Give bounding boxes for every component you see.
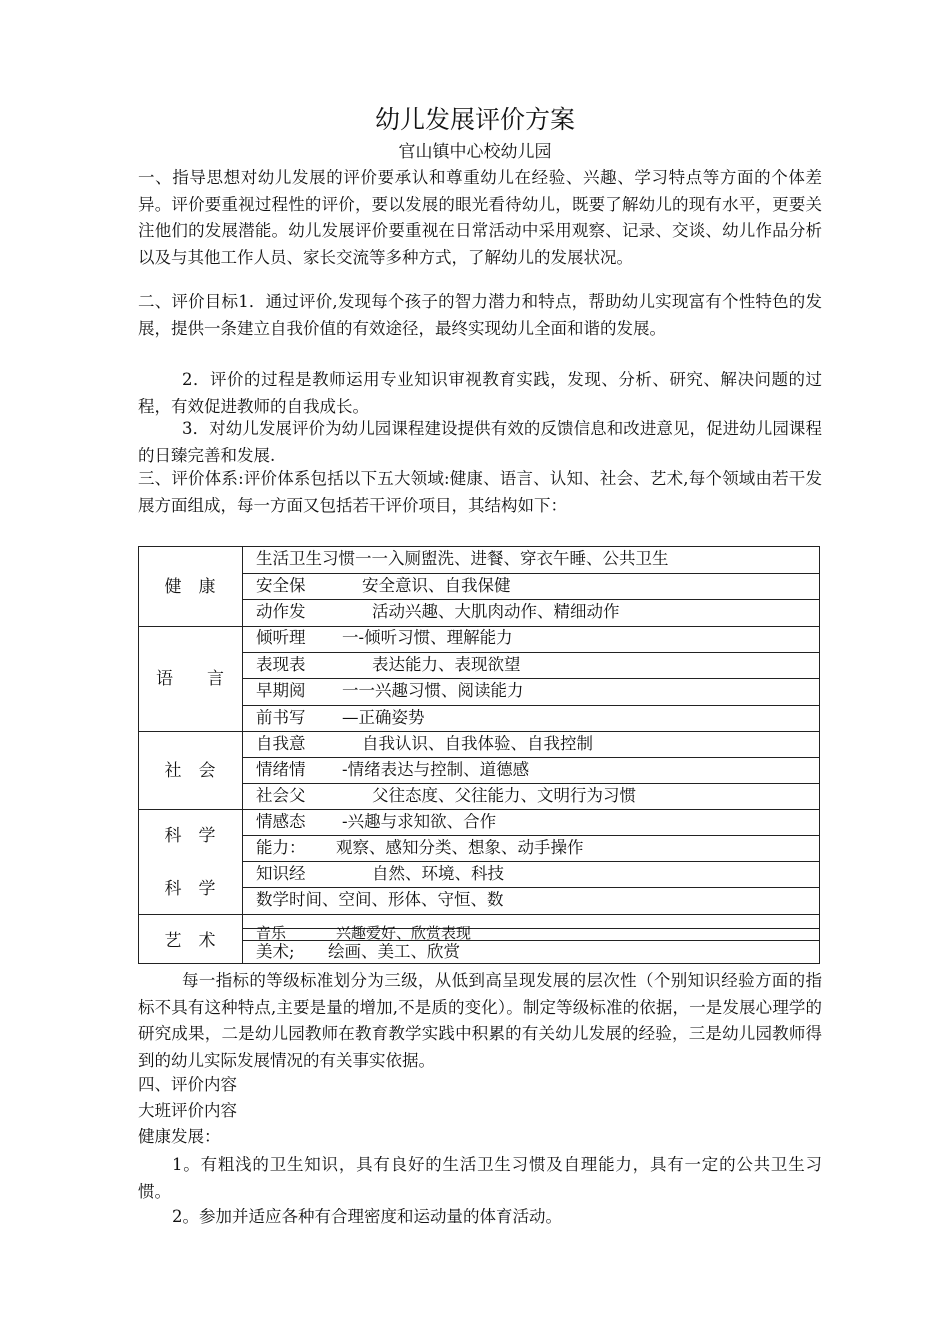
table-row xyxy=(256,940,460,964)
row-value: 一-倾听习惯、理解能力 xyxy=(342,628,513,647)
goal-paragraph-2: 2．评价的过程是教师运用专业知识审视教育实践，发现、分析、研究、解决问题的过程，有效促进教师的自我成长。 xyxy=(138,370,822,416)
section-guiding-ideology: 一、指导思想对幼儿发展的评价要承认和尊重幼儿在经验、兴趣、学习特点等方面的个体差异。评价要重视过程性的评价，要以发展的眼光看待幼儿，既要了解幼儿的现有水平，更要关注他们的发展潜能。幼儿发展评价要重视在日常活动中采用观察、记录、交谈、幼儿作品分析以及与其他工作人员、家长交流等多种方式，了解幼儿的发展状况。 xyxy=(138,168,822,267)
row-label: 音乐 xyxy=(256,924,287,942)
row-label: 前书写 xyxy=(256,708,306,727)
row-value: 自我认识、自我体验、自我控制 xyxy=(362,734,593,753)
row-value: 自然、环境、科技 xyxy=(372,864,504,883)
category-society: 社 会 xyxy=(164,761,216,781)
table-row xyxy=(256,574,511,598)
document-subtitle: 官山镇中心校幼儿园 xyxy=(398,142,552,162)
row-value: -兴趣与求知欲、合作 xyxy=(342,812,497,831)
table-row xyxy=(256,679,524,703)
row-label: 安全保 xyxy=(256,576,306,595)
grading-paragraph: 每一指标的等级标准划分为三级，从低到高呈现发展的层次性（个别知识经验方面的指标不具有这种特点,主要是量的增加,不是质的变化）。制定等级标准的依据，一是发展心理学的研究成果，二是幼儿园教师在教育教学实践中积累的有关幼儿发展的经验，三是幼儿园教师得到的幼儿实际发展情况的有关事实依据。 xyxy=(138,971,822,1070)
table-row xyxy=(256,732,593,756)
row-label: 生活卫生习惯一一入厕盥洗、进餐、穿衣午睡、公共卫生 xyxy=(256,549,669,568)
row-label: 美术; xyxy=(256,942,295,961)
row-value: 观察、感知分类、想象、动手操作 xyxy=(336,838,584,857)
category-language: 语 言 xyxy=(156,669,224,689)
row-value: 活动兴趣、大肌肉动作、精细动作 xyxy=(372,602,620,621)
row-label: 动作发 xyxy=(256,602,306,621)
row-label: 表现表 xyxy=(256,655,306,674)
row-label: 自我意 xyxy=(256,734,306,753)
row-value: 安全意识、自我保健 xyxy=(362,576,511,595)
category-health: 健 康 xyxy=(164,577,216,597)
category-science-2: 科 学 xyxy=(164,879,216,899)
row-value: 兴趣爱好、欣赏表现 xyxy=(336,924,472,942)
table-row xyxy=(256,758,529,782)
row-value: 表达能力、表现欲望 xyxy=(372,655,521,674)
table-row xyxy=(256,862,504,886)
category-art: 艺 术 xyxy=(164,931,216,951)
senior-class-heading: 大班评价内容 xyxy=(138,1101,237,1120)
row-label: 情感态 xyxy=(256,812,306,831)
section-system: 三、评价体系:评价体系包括以下五大领域:健康、语言、认知、社会、艺术,每个领域由若干发展方面组成，每一方面又包括若干评价项目，其结构如下： xyxy=(138,469,822,515)
goal-paragraph-3: 3．对幼儿发展评价为幼儿园课程建设提供有效的反馈信息和改进意见，促进幼儿园课程的日臻完善和发展. xyxy=(138,419,822,465)
section-goals: 二、评价目标1．通过评价,发现每个孩子的智力潜力和特点，帮助幼儿实现富有个性特色的发展，提供一条建立自我价值的有效途径，最终实现幼儿全面和谐的发展。 xyxy=(138,292,822,338)
table-row xyxy=(256,547,669,571)
row-label: 社会父 xyxy=(256,786,306,805)
row-value: —正确姿势 xyxy=(342,708,425,727)
health-heading: 健康发展： xyxy=(138,1127,221,1146)
row-label: 能力： xyxy=(256,838,306,857)
health-item-1: 1。有粗浅的卫生知识，具有良好的生活卫生习惯及自理能力，具有一定的公共卫生习惯。 xyxy=(138,1155,822,1201)
table-row xyxy=(256,784,636,808)
table-row xyxy=(256,925,471,941)
row-value: 父往态度、父往能力、文明行为习惯 xyxy=(372,786,636,805)
table-row xyxy=(256,600,620,624)
table-row xyxy=(256,888,504,912)
row-value: 一一兴趣习惯、阅读能力 xyxy=(342,681,524,700)
category-science: 科 学 xyxy=(164,826,216,846)
row-label: 早期阅 xyxy=(256,681,306,700)
table-row xyxy=(256,810,496,834)
health-item-2: 2。参加并适应各种有合理密度和运动量的体育活动。 xyxy=(172,1207,562,1226)
evaluation-structure-table xyxy=(138,546,820,964)
table-row xyxy=(256,626,513,650)
row-label: 数学时间、空间、形体、守恒、数 xyxy=(256,890,504,909)
row-value: -情绪表达与控制、道德感 xyxy=(342,760,530,779)
row-label: 知识经 xyxy=(256,864,306,883)
table-row xyxy=(256,836,584,860)
document-title: 幼儿发展评价方案 xyxy=(374,105,575,134)
table-row xyxy=(256,653,521,677)
row-label: 倾听理 xyxy=(256,628,306,647)
section-content-heading: 四、评价内容 xyxy=(138,1075,237,1094)
row-value: 绘画、美工、欣赏 xyxy=(328,942,460,961)
row-label: 情绪情 xyxy=(256,760,306,779)
table-row xyxy=(256,706,425,730)
